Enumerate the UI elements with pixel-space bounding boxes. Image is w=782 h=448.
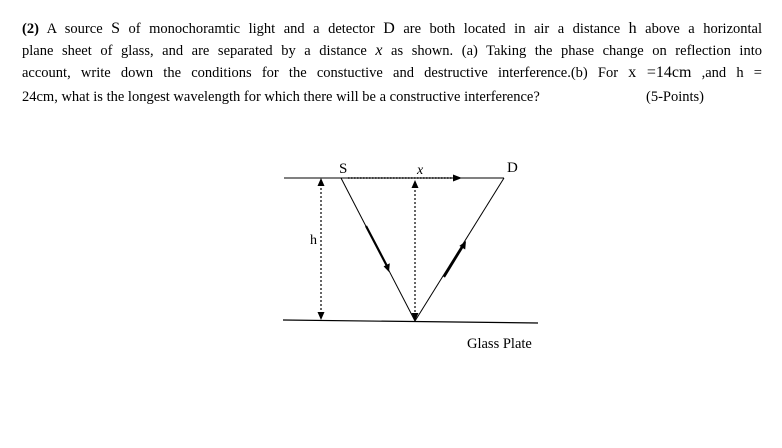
reflected-ray <box>415 178 504 321</box>
question-text-fragment: ,and h = <box>691 65 762 81</box>
source-label: S <box>339 161 348 177</box>
question-text-fragment: as shown. (a) Taking the phase change on reflection into <box>382 43 762 59</box>
question-text-fragment: of monochoramtic light and a detector <box>120 21 384 37</box>
question-text-fragment: are both located in air a distance <box>394 21 629 37</box>
source-symbol: S <box>111 20 121 37</box>
h-symbol: h <box>628 20 637 37</box>
question-number: (2) <box>22 21 39 37</box>
normal-arrow-up-icon <box>412 180 419 188</box>
x-label: x <box>417 163 424 178</box>
h-arrow-down-icon <box>318 312 325 320</box>
x-arrow-right-icon <box>453 175 462 182</box>
question-text-fragment: above a horizontal <box>636 21 763 37</box>
points-label: (5-Points) <box>646 89 704 105</box>
incident-ray-arrow <box>366 226 388 268</box>
x-symbol: x <box>375 42 383 59</box>
x-equation: x =14cm <box>628 64 692 81</box>
question-text-fragment: A source <box>38 21 112 37</box>
detector-symbol: D <box>383 20 395 37</box>
glass-plate-line <box>283 320 538 323</box>
h-label: h <box>310 233 317 248</box>
h-arrow-up-icon <box>318 178 325 186</box>
glass-plate-label: Glass Plate <box>467 336 532 352</box>
question-text-fragment: 24cm, what is the longest wavelength for which there will be a constructive interference? <box>22 89 540 105</box>
detector-label: D <box>507 160 518 176</box>
question-text-fragment: plane sheet of glass, and are separated by a distance <box>22 43 376 59</box>
reflected-ray-arrow <box>444 246 463 277</box>
question-text-fragment: account, write down the conditions for the constuctive and destructive interference.(b) For <box>22 65 629 81</box>
